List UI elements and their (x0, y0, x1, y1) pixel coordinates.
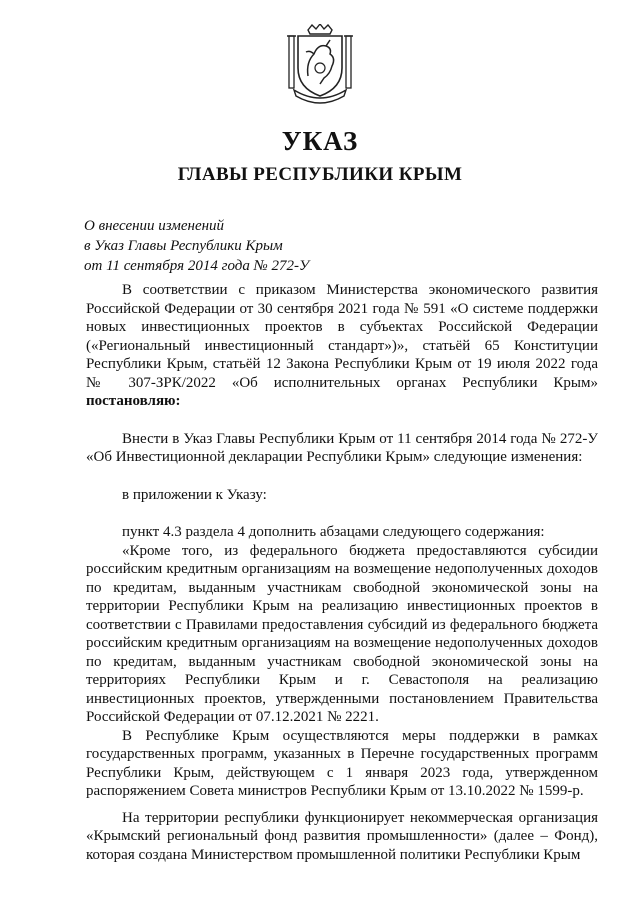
document-subtitle: ГЛАВЫ РЕСПУБЛИКИ КРЫМ (177, 164, 463, 185)
document-body (86, 281, 598, 864)
document-title: УКАЗ (281, 126, 359, 156)
subject-line-1: О внесении изменений (84, 218, 225, 234)
paragraph-amend: Внести в Указ Главы Республики Крым от 11 сентября 2014 года № 272-У «Об Инвестиционной декларации Республики Крым» следующие изменения: (86, 430, 598, 465)
decree-word: постановляю: (86, 393, 181, 409)
paragraph-quote-2: В Республике Крым осуществляются меры поддержки в рамках государственных программ, указанных в Перечне государственных программ Республики Крым, действующем с 1 января 2023 года, утвержденном распоряжением Совета министров Республики Крым от 13.10.2022 № 1599-р. (86, 727, 598, 799)
paragraph-quote-1: «Кроме того, из федерального бюджета предоставляются субсидии российским кредитным организациям на возмещение недополученных доходов по кредитам, выданным участникам свободной экономической зоны на территории Республики Крым на реализацию инвестиционных проектов в соответствии с Правилами предоставления субсидий из федерального бюджета российским кредитным организациям на возмещение недополученных доходов по кредитам, выданным участникам свободной экономической зоны на территориях Республики Крым и г. Севастополя на реализацию инвестиционных проектов, утвержденными постановлением Правительства Российской Федерации от 07.12.2021 № 2221. (86, 542, 598, 725)
paragraph-preamble (86, 281, 598, 411)
subject-line-2: в Указ Главы Республики Крым (84, 238, 283, 254)
paragraph-quote-3: На территории республики функционирует некоммерческая организация «Крымский региональный фонд развития промышленности» (далее – Фонд), которая создана Министерством промышленной политики Республики Крым (86, 809, 598, 863)
paragraph-clause: пункт 4.3 раздела 4 дополнить абзацами следующего содержания: (122, 524, 545, 540)
preamble-text: В соответствии с приказом Министерства экономического развития Российской Федерации от 30 сентября 2021 года № 591 «О системе поддержки новых инвестиционных проектов в субъектах Российской Федерации («Региональный инвестиционный стандарт»)», статьёй 65 Конституции Республики Крым, статьёй 12 Закона Республики Крым от 19 июля 2022 года № 307-ЗРК/2022 «Об исполнительных органах Республики Крым» (86, 282, 598, 391)
crimea-coat-of-arms-icon (284, 24, 356, 104)
subject-line-3: от 11 сентября 2014 года № 272-У (84, 258, 310, 274)
document-subject (84, 216, 309, 276)
paragraph-appendix: в приложении к Указу: (122, 486, 267, 503)
